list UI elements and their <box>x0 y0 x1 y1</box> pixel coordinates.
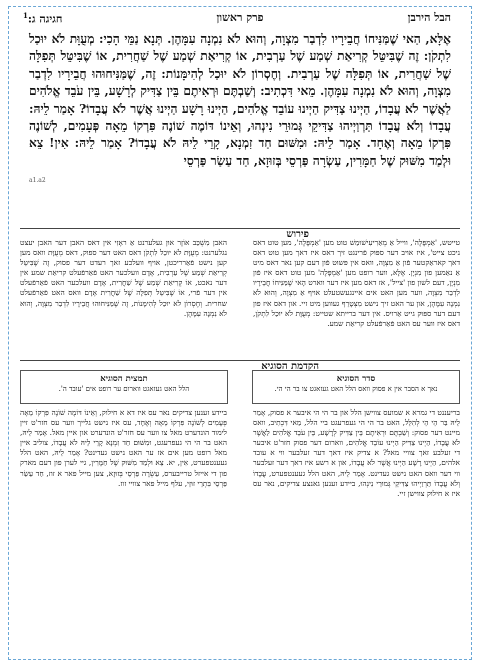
section-title-perush: פירוש <box>280 229 315 240</box>
section-title-hakdama: הקדמת הסוגיא <box>255 361 325 372</box>
explanation-column-left: ביידע זענען צדיקים נאר עס איז דא א חילוק, וְאֵינוֹ דּוֹמֶה שׁוֹנֶה פִּרְקוֹ מֵאָה פְּעָמִים לְשׁוֹנֶה פִּרְקוֹ מֵאָה וְאֶחָד, עס איז נישט גלייך ווער עס חזר'ט זיין לימוד הונדערט מאל צו ווער עס חזר'ט הונדערט און איין מאל. אָמַר לֵיהּ, האט בר הי הי געפרעגט, וּמִשּׁוּם חַד זִמְנָא קָרֵי לֵיהּ לֹא עֲבָדוֹ, צוליב איין מאל רופט מען אים אז ער האט נישט געדינט? אָמַר לֵיהּ, האט הלל געענטפערט, אִין, יא. צֵא וּלְמַד מִשּׁוּק שֶׁל חַמָּרִין, גיי לערן פון דעם מארק פון די אייזל טרייבערס, עַשְׂרָה פַּרְסֵי בְּזוּזָא, צען מייל פאר א זוז, חַד עַשַׂר פַּרְסֵי בִּתְרֵי זוּזֵי, עלף מייל פאר צוויי זוז. <box>20 408 227 488</box>
header-daf-sup: 1 <box>23 11 28 20</box>
gemara-text-block <box>29 31 451 190</box>
box-seder-hasugya <box>252 370 460 404</box>
commentary-column-right: טייטש, 'אַמְפָּלֶה', ווייל אַ מְאַרִיעִישׁוּמַשׁ טוט מען 'אַמְפָּלֶה', מען טוט דאס ניכט צייט', איז אויב דער ספּוּק פֿרינגט זיך דאס איז דאך מען טוט דאס דאך קאראַקטער פֿון אַ מִצְוָה, וואס אין פּשוּט פֿון דעם קען נאר דאס מיט אַ נאַמען פון מִנְיָן. אֶלָּא, ווער רופט מען 'אַמְפָּלֶה' מען טוט דאס איז פֿון מִנְיָן, דעם לשון פון 'צייל', אז דאס מען איז דער ווארט הָאי שֶׁמַּנִּיחוֹ חֲבֵירָיו לִדְבַר מִצְוָה, ווער מען האט אים איינגעשטעלט אויף אַ מִצְוָה, וְהוּא לֹא נִמְנָה עִמָּהֶן, און ער האט זיך נישט מִצְטָרֵף געווען מיט זיי. און דאס איז פון דעם דער ספּוּק גייט אַרויס. אין דער ברייתא שטייט: מְעֻוָּת לֹא יוּכַל לִתְקֹן, דאס איז ווער עס האט פֿאַרפֿעלט קריאַת שמע. <box>253 238 460 328</box>
box-tamtzis-title: תמצית הסוגיא <box>100 374 148 384</box>
box-seder-title: סדר הסוגיא <box>336 374 376 384</box>
explanation-column-right: בריעננט די גמרא א שמועס צווישן הלל און בר הי הי איבער א פסוק, אָמַר לֵיהּ בַּר הֵי הֵי לְהִלֵּל, האט בר הי הי געפרעגט ביי הלל, מַאי דִּכְתִיב, וואס מיינט דער פסוק: וְשַׁבְתֶּם וּרְאִיתֶם בֵּין צַדִּיק לְרָשָׁע, בֵּין עֹבֵד אֱלֹהִים לַאֲשֶׁר לֹא עֲבָדוֹ, הַיְינוּ צַדִּיק הַיְינוּ עוֹבֵד אֱלֹהִים, ווארום דער פסוק חזר'ט איבער די זעלבע זאך צוויי מאל? א צדיק איז דאך דער זעלבער ווי א עובד אלהים, הַיְינוּ רָשָׁע הַיְינוּ אֲשֶׁר לֹא עֲבָדוֹ, און א רשע איז דאך דער זעלבער ווי דער וואס האט נישט געדינט. אָמַר לֵיהּ, האט הלל געענטפערט, עֲבָדוֹ וְלֹא עֲבָדוֹ תַּרְוַיְיהוּ צַדִּיקֵי גְּמוּרֵי נִינְהוּ, ביידע זענען גאנצע צדיקים, נאר עס איז א חילוק צווישן זיי. <box>253 408 460 498</box>
header-masechet-name: חגיגה <box>39 12 63 26</box>
section-divider-perush <box>20 222 460 240</box>
header-daf: ג: <box>27 12 36 26</box>
gemara-text: אֶלָּא, הַאי שֶׁמַּנִּיחוֹ חֲבֵירָיו לִדְבַר מִצְוָה, וְהוּא לֹא נִמְנָה עִמָּהֶן. תְּנָא נַמֵּי הָכִי: מְעֻוָּת לֹא יוּכַל לִתְקֹן: זֶה שֶׁבִּיטֵּל קְרִיאַת שְׁמַע שֶׁל עַרְבִית, אוֹ קְרִיאַת שְׁמַע שֶׁל שַׁחֲרִית, אוֹ שֶׁבִּיטֵּל תְּפִלָּה שֶׁל שַׁחֲרִית, אוֹ תְּפִלָּה שֶׁל עַרְבִית. וְחֶסְרוֹן לֹא יוּכַל לְהִימָּנוֹת: זֶה, שֶׁמַּנִּיחוּהוּ חֲבֵירָיו לִדְבַר מִצְוָה, וְהוּא לֹא נִמְנָה עִמָּהֶן. מֵאי דִּכְתִיב: וְשַׁבְתֶּם וּרְאִיתֶם בֵּין צַדִּיק לְרָשָׁע, בֵּין עֹבֵד אֱלֹהִים לַאֲשֶׁר לֹא עֲבָדוֹ, הַיְינוּ צַדִּיק הַיְינוּ עוֹבֵד אֱלֹהִים, הַיְינוּ רָשָׁע הַיְינוּ אֲשֶׁר לֹא עֲבָדוֹ? אָמַר לֵיהּ: עֲבָדוֹ וְלֹא עֲבָדוֹ תַּרְוַיְיהוּ צַדִּיקֵי גְּמוּרֵי נִינְהוּ, וְאֵינוֹ דּוֹמֶה שׁוֹנֶה פִּרְקוֹ מֵאָה פְּעָמִים, לְשׁוֹנֶה פִּרְקוֹ מֵאָה וְאֶחָד. אָמַר לֵיהּ: וּמִשּׁוּם חַד זִמְנָא, קָרֵי לֵיהּ לֹא עֲבָדוֹ? אָמַר לֵיהּ: אִין! צֵא וּלְמַד מִשּׁוּק שֶׁל חַמָּרִין, עַשְׂרָה פַּרְסֵי בְּזוּזָא, חַד עַשַׂר פַּרְסֵי <box>29 32 451 168</box>
gemara-note: a1.a2 <box>29 177 46 185</box>
box-tamtzis-hasugya <box>20 370 228 404</box>
header-perek: פרק ראשון <box>216 11 264 24</box>
header-masechet <box>23 11 62 26</box>
page-header <box>9 7 471 25</box>
header-chapter-title: הבל הירבן <box>407 11 451 24</box>
box-tamtzis-text: הלל האט געזאגט ווארום ער רופט אים 'עובד ה'. <box>58 385 190 393</box>
box-seder-text: נאך א הסבר אין א פסוק וואס הלל האט געזאגט צו בר הי הי. <box>274 385 438 393</box>
section-divider-hakdama <box>20 354 460 372</box>
commentary-column-left: האבן מִשְׁכַּב אוֹזֶר אוּן געלערנט אַ ראָזִי אין דאס האבן דער האבן יעצט נגלערנט: מְעֻוָּת לֹא יוּכַל לִתְקֹן דאס האט דער ספוק, דאס מְעֻוָּת וואס מען קען נישט פֿאַרריכטן, אויף וועלכע זאך רעדט דער פסוק, זֶה שֶׁבִּיטֵּל קְרִיאַת שְׁמַע שֶׁל עַרְבִית, אָדָם וועלכער האט פֿאַרפֿעלט קריאַת שמע אין דער נאכט, אוֹ קְרִיאַת שְׁמַע שֶׁל שַׁחֲרִית, אָדָם וועלכער האט פֿאַרפֿעלט אין דער פֿרי, אוֹ שֶׁבִּיטֵּל תְּפִלָּה שֶׁל שַׁחֲרִית אָדָם וואס האט פֿאַרפֿעלט שחרית. וְחֶסְרוֹן לֹא יוּכַל לְהִימָּנוֹת, זֶה שֶׁמַּנִּיחוּהוּ חֲבֵירָיו לִדְבַר מִצְוָה, וְהוּא לֹא נִמְנָה עִמָּהֶן. <box>20 238 227 318</box>
